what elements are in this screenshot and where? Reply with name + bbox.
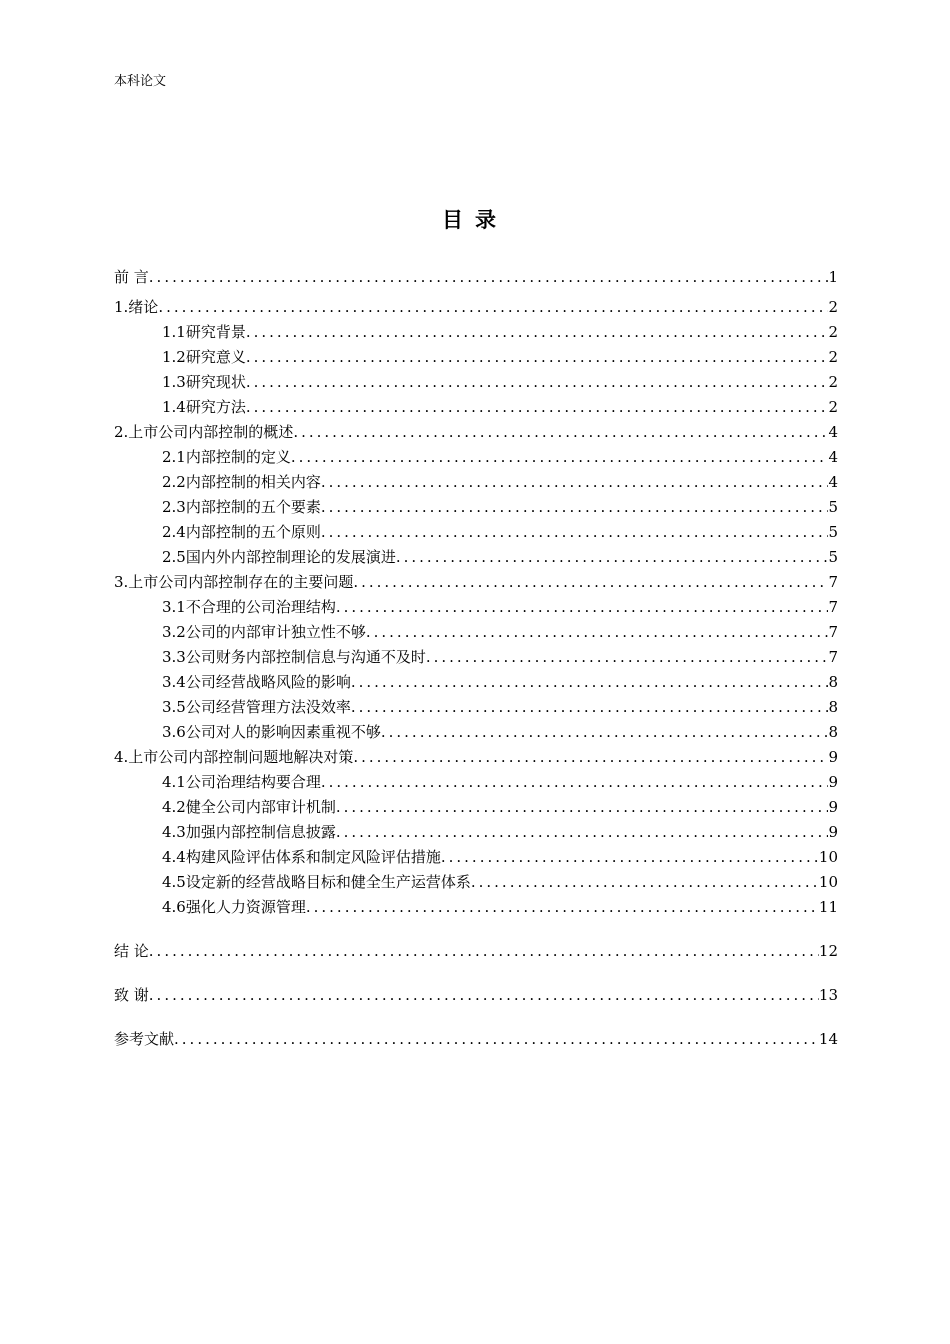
toc-entry[interactable] (114, 671, 838, 696)
toc-entry[interactable] (114, 396, 838, 421)
table-of-contents (114, 266, 838, 1053)
toc-entry[interactable] (114, 471, 838, 496)
toc-entry-page: 13 (818, 986, 838, 1004)
toc-leader-dots (426, 648, 829, 666)
toc-entry-title: 2.上市公司内部控制的概述 (114, 423, 294, 441)
toc-entry-title: 2.3内部控制的五个要素 (162, 498, 321, 516)
toc-entry[interactable] (114, 746, 838, 771)
toc-entry[interactable] (114, 896, 838, 921)
toc-entry-page: 10 (818, 848, 838, 866)
toc-entry[interactable] (114, 796, 838, 821)
toc-entry-title: 3.4公司经营战略风险的影响 (162, 673, 351, 691)
toc-entry[interactable] (114, 621, 838, 646)
toc-leader-dots (351, 673, 829, 691)
toc-entry[interactable] (114, 821, 838, 846)
toc-spacer (114, 965, 838, 984)
toc-entry-page: 11 (818, 898, 838, 916)
toc-entry[interactable] (114, 1028, 838, 1053)
toc-entry-page: 12 (818, 942, 838, 960)
toc-leader-dots (381, 723, 829, 741)
toc-entry[interactable] (114, 940, 838, 965)
toc-leader-dots (471, 873, 819, 891)
toc-entry[interactable] (114, 371, 838, 396)
toc-leader-dots (366, 623, 829, 641)
toc-leader-dots (306, 898, 819, 916)
toc-entry-title: 4.4构建风险评估体系和制定风险评估措施 (162, 848, 441, 866)
toc-leader-dots (351, 698, 829, 716)
toc-leader-dots (149, 942, 819, 960)
toc-entry-title: 3.6公司对人的影响因素重视不够 (162, 723, 381, 741)
toc-leader-dots (321, 498, 829, 516)
toc-leader-dots (321, 473, 829, 491)
toc-entry-page: 7 (828, 623, 838, 641)
toc-entry-page: 7 (828, 573, 838, 591)
toc-entry-page: 4 (828, 473, 838, 491)
toc-leader-dots (149, 268, 829, 286)
toc-entry-title: 4.3加强内部控制信息披露 (162, 823, 336, 841)
toc-leader-dots (158, 298, 828, 316)
toc-entry[interactable] (114, 771, 838, 796)
toc-leader-dots (353, 573, 828, 591)
toc-entry-page: 9 (828, 773, 838, 791)
toc-entry-title: 4.1公司治理结构要合理 (162, 773, 321, 791)
toc-entry-page: 2 (828, 373, 838, 391)
toc-entry[interactable] (114, 571, 838, 596)
toc-entry-title: 1.绪论 (114, 298, 159, 316)
toc-entry-title: 结 论 (114, 942, 149, 960)
toc-entry[interactable] (114, 546, 838, 571)
toc-spacer (114, 1009, 838, 1028)
toc-entry-title: 3.1不合理的公司治理结构 (162, 598, 336, 616)
toc-entry[interactable] (114, 984, 838, 1009)
toc-leader-dots (293, 423, 828, 441)
toc-entry-page: 9 (828, 748, 838, 766)
toc-entry[interactable] (114, 496, 838, 521)
toc-entry[interactable] (114, 266, 838, 291)
toc-entry[interactable] (114, 696, 838, 721)
toc-entry-page: 8 (828, 723, 838, 741)
toc-entry-page: 7 (828, 648, 838, 666)
toc-entry-page: 8 (828, 698, 838, 716)
toc-leader-dots (321, 523, 829, 541)
toc-entry-title: 2.1内部控制的定义 (162, 448, 291, 466)
toc-entry[interactable] (114, 296, 838, 321)
toc-leader-dots (291, 448, 829, 466)
running-header: 本科论文 (114, 74, 167, 89)
toc-entry-title: 3.3公司财务内部控制信息与沟通不及时 (162, 648, 426, 666)
toc-entry-title: 3.上市公司内部控制存在的主要问题 (114, 573, 354, 591)
toc-entry-page: 5 (828, 498, 838, 516)
toc-entry-page: 2 (828, 348, 838, 366)
toc-leader-dots (246, 373, 829, 391)
toc-leader-dots (396, 548, 829, 566)
toc-entry-title: 4.6强化人力资源管理 (162, 898, 306, 916)
toc-entry[interactable] (114, 596, 838, 621)
toc-entry-title: 致 谢 (114, 986, 149, 1004)
toc-leader-dots (246, 398, 829, 416)
toc-leader-dots (174, 1030, 819, 1048)
toc-entry[interactable] (114, 346, 838, 371)
toc-leader-dots (321, 773, 829, 791)
toc-entry[interactable] (114, 871, 838, 896)
toc-entry-page: 7 (828, 598, 838, 616)
toc-entry-page: 8 (828, 673, 838, 691)
toc-entry-page: 10 (818, 873, 838, 891)
toc-entry-title: 3.2公司的内部审计独立性不够 (162, 623, 366, 641)
toc-entry-title: 3.5公司经营管理方法没效率 (162, 698, 351, 716)
toc-entry-page: 4 (828, 423, 838, 441)
toc-entry[interactable] (114, 321, 838, 346)
toc-leader-dots (246, 348, 829, 366)
toc-entry-title: 前 言 (114, 268, 149, 286)
toc-entry[interactable] (114, 646, 838, 671)
toc-entry-page: 2 (828, 398, 838, 416)
toc-entry-title: 1.3研究现状 (162, 373, 246, 391)
toc-entry-title: 4.上市公司内部控制问题地解决对策 (114, 748, 354, 766)
toc-entry-title: 4.5设定新的经营战略目标和健全生产运营体系 (162, 873, 471, 891)
toc-entry[interactable] (114, 721, 838, 746)
toc-leader-dots (336, 798, 829, 816)
toc-entry-page: 9 (828, 798, 838, 816)
toc-entry-page: 5 (828, 548, 838, 566)
toc-leader-dots (149, 986, 819, 1004)
toc-entry-page: 1 (828, 268, 838, 286)
toc-entry[interactable] (114, 846, 838, 871)
toc-entry-title: 2.5国内外内部控制理论的发展演进 (162, 548, 396, 566)
toc-entry-title: 2.2内部控制的相关内容 (162, 473, 321, 491)
toc-leader-dots (441, 848, 819, 866)
toc-entry-title: 参考文献 (114, 1030, 175, 1048)
toc-leader-dots (246, 323, 829, 341)
toc-entry-page: 2 (828, 323, 838, 341)
toc-entry-title: 1.2研究意义 (162, 348, 246, 366)
toc-leader-dots (353, 748, 828, 766)
toc-entry-page: 2 (828, 298, 838, 316)
toc-entry-title: 1.1研究背景 (162, 323, 246, 341)
toc-spacer (114, 921, 838, 940)
toc-entry-page: 4 (828, 448, 838, 466)
toc-entry-title: 2.4内部控制的五个原则 (162, 523, 321, 541)
toc-title: 目录 (442, 208, 508, 232)
toc-leader-dots (336, 823, 829, 841)
toc-entry-title: 1.4研究方法 (162, 398, 246, 416)
toc-entry[interactable] (114, 446, 838, 471)
toc-entry-page: 14 (818, 1030, 838, 1048)
toc-entry[interactable] (114, 521, 838, 546)
toc-entry[interactable] (114, 421, 838, 446)
toc-entry-page: 9 (828, 823, 838, 841)
toc-entry-page: 5 (828, 523, 838, 541)
toc-leader-dots (336, 598, 829, 616)
toc-entry-title: 4.2健全公司内部审计机制 (162, 798, 336, 816)
